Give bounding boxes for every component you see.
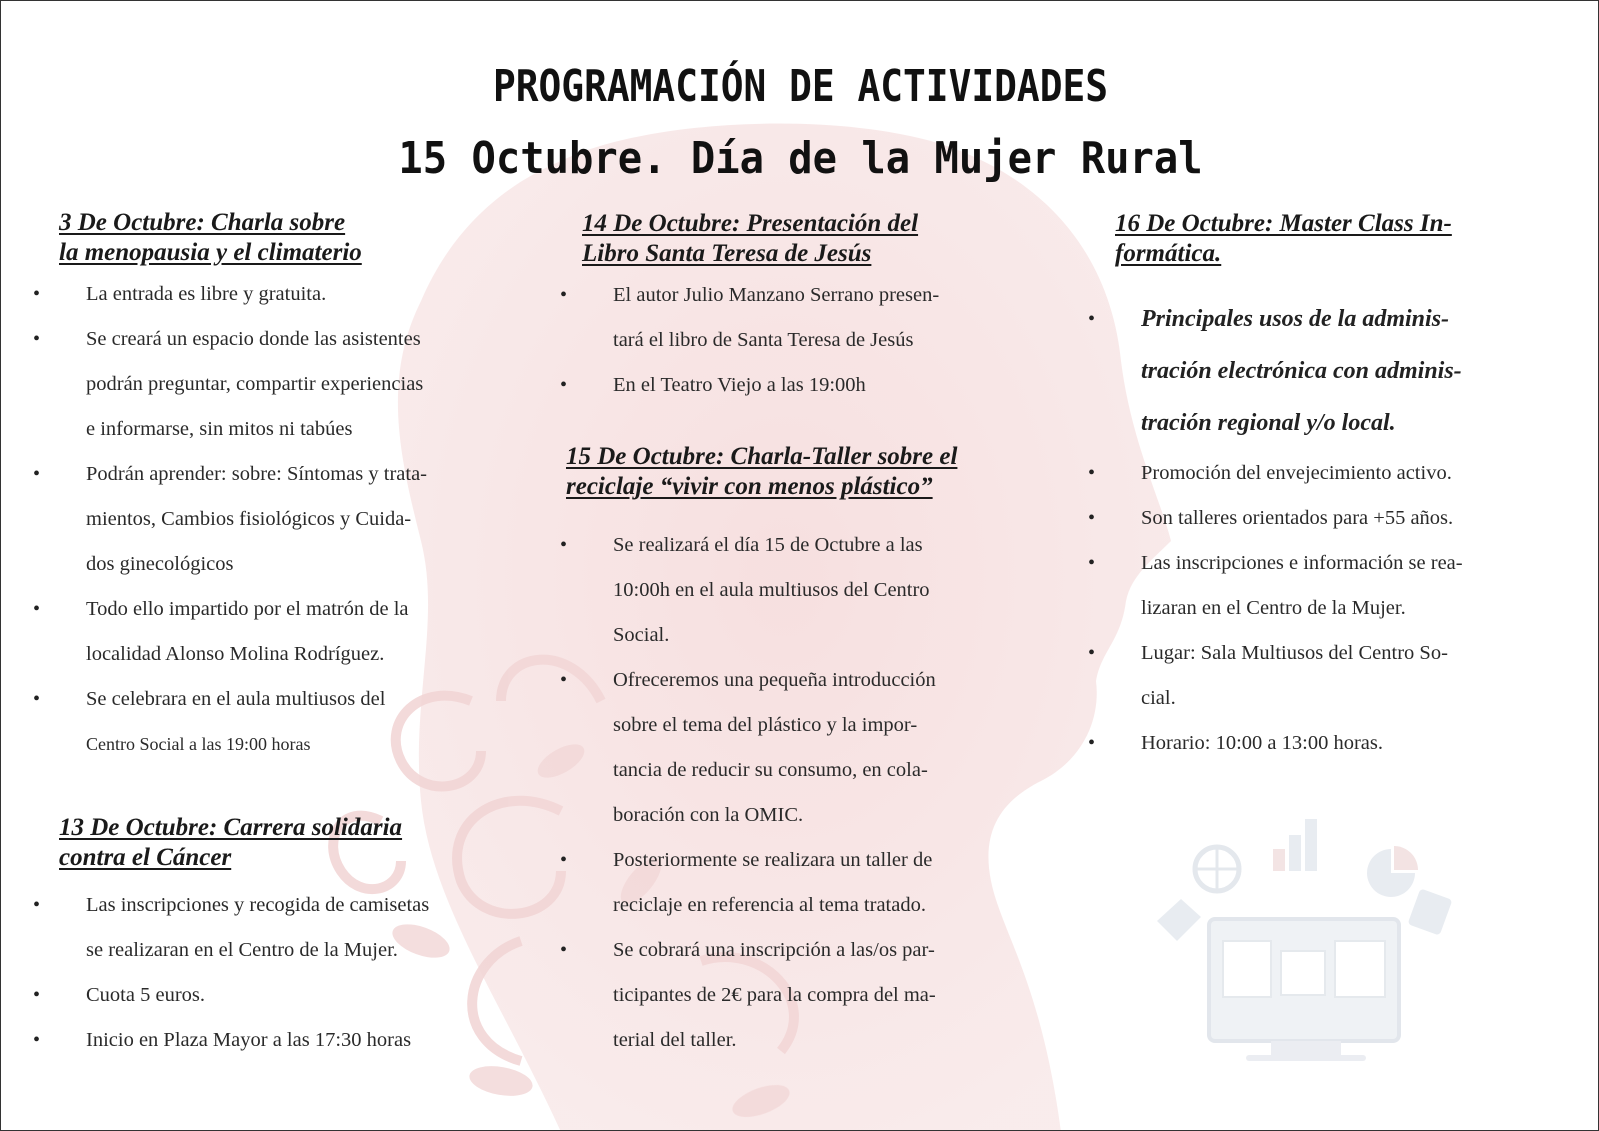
heading-line: contra el Cáncer — [59, 844, 232, 871]
page-title: PROGRAMACIÓN DE ACTIVIDADES — [492, 61, 1109, 112]
list-reciclaje — [613, 523, 936, 1063]
list-item: • Se realizará el día 15 de Octubre a las 10:00h en el aula multiusos del Centro Social. — [613, 523, 936, 658]
list-item: • Las inscripciones e información se rea- lizaran en el Centro de la Mujer. — [1141, 541, 1463, 631]
list-master-class-featured — [1141, 293, 1462, 449]
page-subtitle: 15 Octubre. Día de la Mujer Rural — [398, 133, 1203, 184]
section-heading-carrera — [59, 813, 402, 873]
heading-line: 15 De Octubre: Charla-Taller sobre el — [566, 443, 958, 470]
heading-line: Libro Santa Teresa de Jesús — [582, 240, 872, 267]
list-item: • Se cobrará una inscripción a las/os par- ticipantes de 2€ para la compra del ma- terial del taller. — [613, 928, 936, 1063]
section-heading-master-class — [1115, 209, 1452, 269]
list-item: • En el Teatro Viejo a las 19:00h — [613, 363, 939, 408]
heading-line: 3 De Octubre: Charla sobre — [59, 209, 346, 236]
heading-line: 14 De Octubre: Presentación del — [582, 210, 919, 237]
list-item: • Son talleres orientados para +55 años. — [1141, 496, 1463, 541]
list-item: • Las inscripciones y recogida de camisetas se realizaran en el Centro de la Mujer. — [86, 883, 429, 973]
list-item: • Se creará un espacio donde las asistentes podrán preguntar, compartir experiencias e informarse, sin mitos ni tabúes — [86, 317, 427, 452]
heading-line: reciclaje “vivir con menos plástico” — [566, 473, 933, 500]
list-item: • Cuota 5 euros. — [86, 973, 429, 1018]
list-item: • Posteriormente se realizara un taller de reciclaje en referencia al tema tratado. — [613, 838, 936, 928]
list-item: • Ofreceremos una pequeña introducción sobre el tema del plástico y la impor- tancia de reducir su consumo, en cola- boración con la OMIC. — [613, 658, 936, 838]
list-item: • Podrán aprender: sobre: Síntomas y trata- mientos, Cambios fisiológicos y Cuida- dos ginecológicos — [86, 452, 427, 587]
list-item: • Lugar: Sala Multiusos del Centro So- cial. — [1141, 631, 1463, 721]
heading-line: 16 De Octubre: Master Class In- — [1115, 210, 1452, 237]
list-item: • Horario: 10:00 a 13:00 horas. — [1141, 721, 1463, 766]
list-master-class — [1141, 451, 1463, 766]
list-menopausia — [86, 272, 427, 767]
heading-line: formática. — [1115, 240, 1222, 267]
list-item: • Se celebrara en el aula multiusos del Centro Social a las 19:00 horas — [86, 677, 427, 767]
heading-line: la menopausia y el climaterio — [59, 239, 362, 266]
section-heading-menopausia — [59, 208, 362, 268]
computer-illustration — [1157, 819, 1452, 1061]
section-heading-reciclaje — [566, 442, 957, 502]
list-item: • Promoción del envejecimiento activo. — [1141, 451, 1463, 496]
section-heading-libro — [582, 209, 918, 269]
list-item: • El autor Julio Manzano Serrano presen- tará el libro de Santa Teresa de Jesús — [613, 273, 939, 363]
heading-line: 13 De Octubre: Carrera solidaria — [59, 814, 403, 841]
list-item: • Todo ello impartido por el matrón de la localidad Alonso Molina Rodríguez. — [86, 587, 427, 677]
list-item: • Inicio en Plaza Mayor a las 17:30 horas — [86, 1018, 429, 1063]
list-libro — [613, 273, 939, 408]
list-item: • La entrada es libre y gratuita. — [86, 272, 427, 317]
list-item: • Principales usos de la adminis- tración electrónica con adminis- tración regional y/o local. — [1141, 293, 1462, 449]
list-carrera — [86, 883, 429, 1063]
